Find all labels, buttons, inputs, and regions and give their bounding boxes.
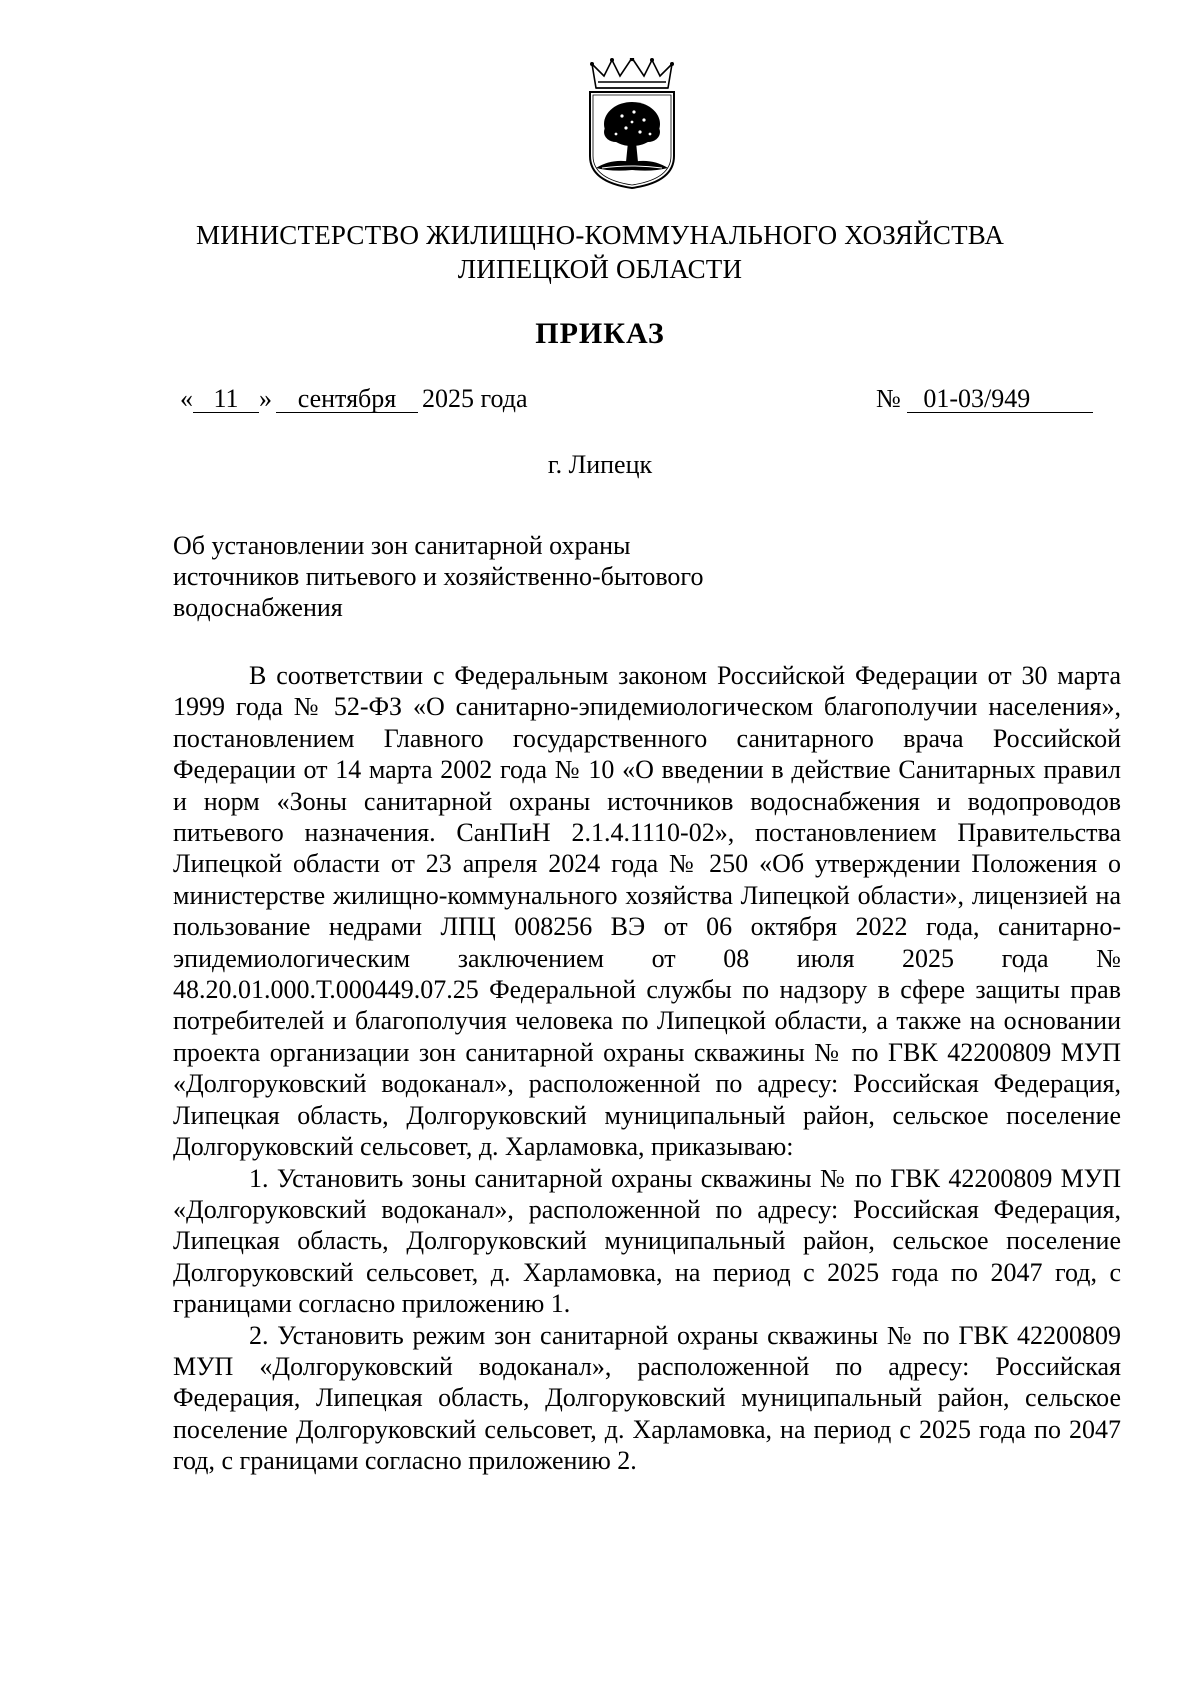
subject-line1: Об установлении зон санитарной охраны <box>173 531 631 560</box>
date-year: 2025 года <box>422 384 528 413</box>
city-name: г. Липецк <box>547 450 653 479</box>
lipetsk-coat-of-arms-icon <box>582 58 682 190</box>
document-body <box>173 660 1121 1477</box>
subject-line2: источников питьевого и хозяйственно-бытового <box>173 562 704 591</box>
order-date <box>180 384 528 414</box>
body-preamble: В соответствии с Федеральным законом Российской Федерации от 30 марта 1999 года № 52-ФЗ «О санитарно-эпидемиологическом благополучии населения», постановлением Главного государственного санитарного врача Российской Федерации от 14 марта 2002 года № 10 «О введении в действие Санитарных правил и норм «Зоны санитарной охраны источников водоснабжения и водопроводов питьевого назначения. СанПиН 2.1.4.1110-02», постановлением Правительства Липецкой области от 23 апреля 2024 года № 250 «Об утверждении Положения о министерстве жилищно-коммунального хозяйства Липецкой области», лицензией на пользование недрами ЛПЦ 008256 ВЭ от 06 октября 2022 года, санитарно-эпидемиологическим заключением от 08 июля 2025 года № 48.20.01.000.Т.000449.07.25 Федеральной службы по надзору в сфере защиты прав потребителей и благополучия человека по Липецкой области, а также на основании проекта организации зон санитарной охраны скважины № по ГВК 42200809 МУП «Долгоруковский водоканал», расположенной по адресу: Российская Федерация, Липецкая область, Долгоруковский муниципальный район, сельское поселение Долгоруковский сельсовет, д. Харламовка, приказываю: <box>173 661 1121 1162</box>
number-value: 01-03/949 <box>907 386 1093 413</box>
ministry-name <box>0 218 1200 286</box>
document-subject <box>173 530 703 623</box>
number-sign: № <box>876 384 901 413</box>
date-month: сентября <box>276 386 418 413</box>
date-day: 11 <box>193 386 259 413</box>
date-close-quote: » <box>259 384 272 413</box>
ministry-name-line1: МИНИСТЕРСТВО ЖИЛИЩНО-КОММУНАЛЬНОГО ХОЗЯЙСТВА <box>195 220 1005 250</box>
body-item-2: 2. Установить режим зон санитарной охраны скважины № по ГВК 42200809 МУП «Долгоруковский водоканал», расположенной по адресу: Российская Федерация, Липецкая область, Долгоруковский муниципальный район, сельское поселение Долгоруковский сельсовет, д. Харламовка, на период с 2025 года по 2047 год, с границами согласно приложению 2. <box>173 1320 1121 1476</box>
body-item-1: 1. Установить зоны санитарной охраны скважины № по ГВК 42200809 МУП «Долгоруковский водоканал», расположенной по адресу: Российская Федерация, Липецкая область, Долгоруковский муниципальный район, сельское поселение Долгоруковский сельсовет, д. Харламовка, на период с 2025 года по 2047 год, с границами согласно приложению 1. <box>173 1163 1121 1319</box>
document-type-title: ПРИКАЗ <box>535 317 665 350</box>
subject-line3: водоснабжения <box>173 593 343 622</box>
order-number <box>876 384 1093 414</box>
ministry-name-line2: ЛИПЕЦКОЙ ОБЛАСТИ <box>457 254 743 284</box>
date-open-quote: « <box>180 384 193 413</box>
